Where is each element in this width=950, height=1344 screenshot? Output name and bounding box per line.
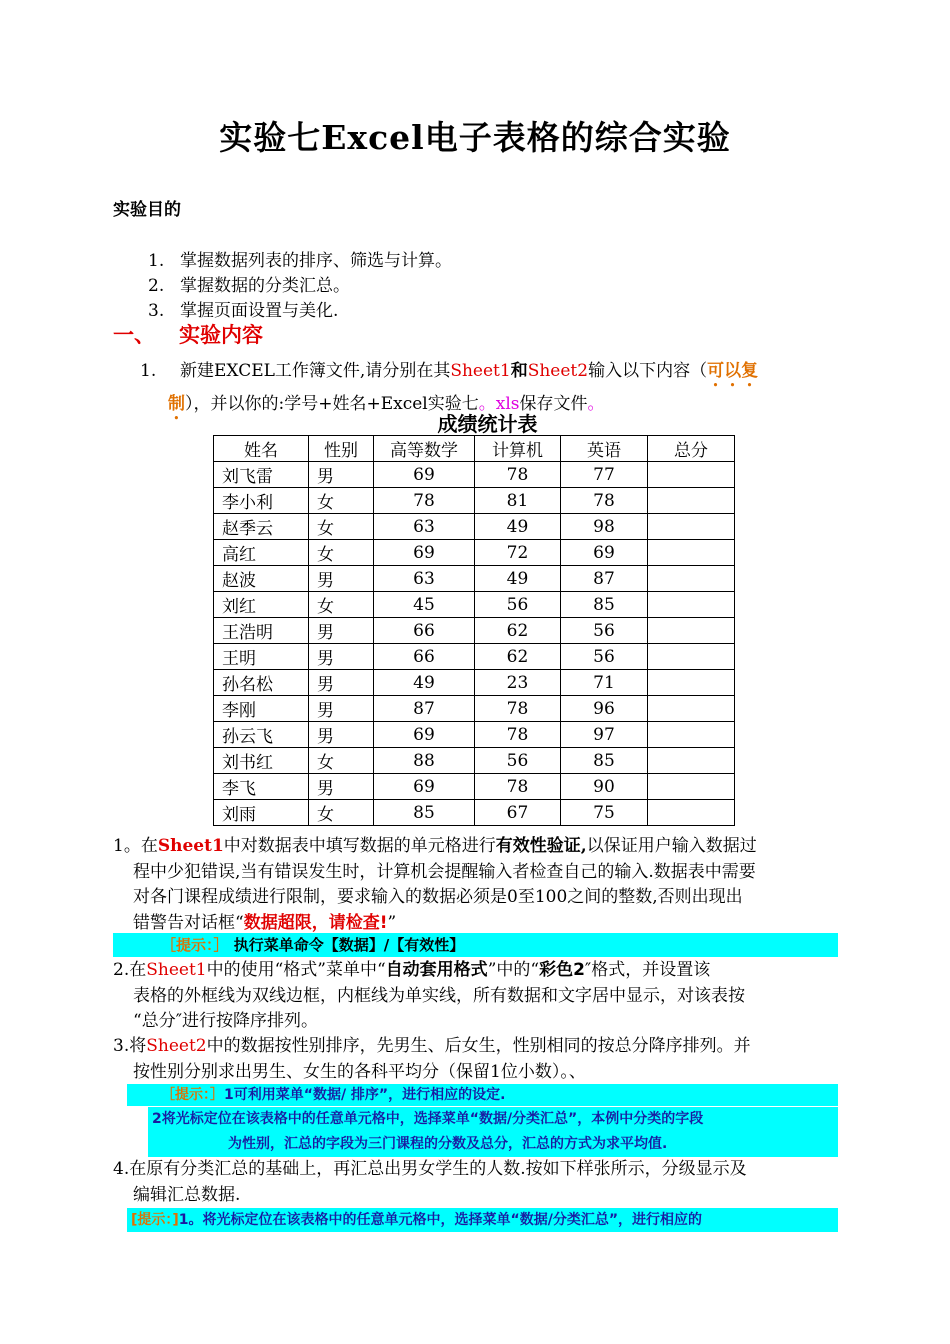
purpose-item-number: 2. — [148, 276, 165, 296]
table-cell — [648, 514, 735, 540]
purpose-item-text: 掌握页面设置与美化. — [180, 301, 339, 321]
table-row — [214, 592, 735, 618]
table-cell: 87 — [561, 566, 648, 592]
purpose-item — [148, 296, 338, 321]
hint-label: ［提示：］ — [161, 936, 229, 954]
table-cell — [648, 670, 735, 696]
hint-label: [提示：] — [131, 1212, 179, 1228]
table-cell — [648, 722, 735, 748]
table-cell: 49 — [475, 566, 561, 592]
table-cell: 72 — [475, 540, 561, 566]
table-cell: 78 — [475, 696, 561, 722]
column-header: 姓名 — [214, 436, 309, 462]
table-cell: 62 — [475, 644, 561, 670]
table-cell — [648, 592, 735, 618]
table-row — [214, 566, 735, 592]
table-cell: 56 — [561, 618, 648, 644]
question-text: 程中少犯错误,当有错误发生时，计算机会提醒输入者检查自己的输入.数据表中需要 — [133, 861, 756, 882]
table-cell: 女 — [309, 540, 374, 566]
table-cell: 赵季云 — [214, 514, 309, 540]
purpose-item-number: 3. — [148, 301, 165, 321]
table-cell: 高红 — [214, 540, 309, 566]
column-header: 高等数学 — [374, 436, 475, 462]
sheet2-label: Sheet2 — [527, 361, 589, 381]
table-cell: 孙云飞 — [214, 722, 309, 748]
table-cell: 赵波 — [214, 566, 309, 592]
purpose-item-number: 1. — [148, 251, 165, 271]
hint-bar — [113, 933, 838, 957]
table-cell: 刘雨 — [214, 800, 309, 826]
hint-text: 执行菜单命令【数据】/【有效性】 — [233, 936, 465, 954]
and-text: 和 — [510, 361, 528, 381]
table-cell — [648, 488, 735, 514]
table-cell: 87 — [374, 696, 475, 722]
table-cell: 男 — [309, 670, 374, 696]
table-cell: 69 — [374, 540, 475, 566]
table-cell: 85 — [561, 592, 648, 618]
hint-text: 1可利用菜单“数据/ 排序”，进行相应的设定. — [224, 1087, 506, 1103]
question-text: 中对数据表中填写数据的单元格进行 — [223, 836, 496, 856]
table-cell: 63 — [374, 514, 475, 540]
table-cell: 56 — [475, 748, 561, 774]
table-row — [214, 644, 735, 670]
autoformat-term: 自动套用格式 — [385, 960, 488, 980]
table-cell: 85 — [374, 800, 475, 826]
table-cell: 56 — [561, 644, 648, 670]
grade-table — [213, 435, 735, 826]
question-text: 中的数据按性别排序，先男生、后女生，性别相同的按总分降序排列。并 — [206, 1036, 751, 1056]
section-heading — [113, 319, 263, 349]
document-title: 实验七Excel电子表格的综合实验 — [219, 118, 731, 157]
table-cell: 49 — [475, 514, 561, 540]
table-cell: 孙名松 — [214, 670, 309, 696]
table-cell: 63 — [374, 566, 475, 592]
table-cell: 67 — [475, 800, 561, 826]
table-cell: 男 — [309, 566, 374, 592]
table-cell: 男 — [309, 696, 374, 722]
table-cell: 71 — [561, 670, 648, 696]
task-text: 新建EXCEL工作簿文件,请分别在其 — [180, 361, 451, 381]
table-cell: 69 — [374, 722, 475, 748]
question-text: “总分″进行按降序排列。 — [133, 1011, 319, 1031]
table-cell: 75 — [561, 800, 648, 826]
table-header-row — [214, 436, 735, 462]
question-text: 按性别分别求出男生、女生的各科平均分（保留1位小数）。、 — [133, 1061, 586, 1082]
question-text: ” — [387, 912, 397, 933]
table-cell — [648, 540, 735, 566]
column-header: 计算机 — [475, 436, 561, 462]
table-cell: 女 — [309, 514, 374, 540]
column-header: 性别 — [309, 436, 374, 462]
section-number: 一、 — [113, 323, 155, 347]
hint-text: 1。将光标定位在该表格中的任意单元格中，选择菜单“数据/分类汇总”，进行相应的 — [178, 1212, 703, 1228]
table-row — [214, 800, 735, 826]
table-cell: 刘飞雷 — [214, 462, 309, 488]
validation-term: 有效性验证, — [495, 836, 587, 856]
table-cell: 李刚 — [214, 696, 309, 722]
table-cell — [648, 774, 735, 800]
purpose-item — [148, 246, 452, 271]
purpose-heading: 实验目的 — [113, 200, 181, 220]
question-text: 表格的外框线为双线边框，内框线为单实线，所有数据和文字居中显示，对该表按 — [133, 985, 745, 1006]
sheet2-label: Sheet2 — [146, 1036, 207, 1056]
table-row — [214, 670, 735, 696]
table-cell: 李飞 — [214, 774, 309, 800]
table-cell: 85 — [561, 748, 648, 774]
question-text: 编辑汇总数据. — [133, 1184, 241, 1205]
table-cell — [648, 644, 735, 670]
table-cell: 23 — [475, 670, 561, 696]
hint-bar — [148, 1107, 838, 1157]
hint-bar — [127, 1084, 838, 1106]
table-cell: 97 — [561, 722, 648, 748]
question-text: 对各门课程成绩进行限制，要求输入的数据必须是0至100之间的整数,否则出现出 — [133, 887, 743, 907]
purpose-item-text: 掌握数据列表的排序、筛选与计算。 — [180, 251, 452, 271]
table-cell: 69 — [374, 774, 475, 800]
table-cell: 男 — [309, 774, 374, 800]
table-cell: 78 — [374, 488, 475, 514]
table-cell: 56 — [475, 592, 561, 618]
table-cell: 66 — [374, 644, 475, 670]
question-3 — [113, 1034, 838, 1085]
table-row — [214, 488, 735, 514]
purpose-item-text: 掌握数据的分类汇总。 — [180, 276, 350, 296]
sheet1-label: Sheet1 — [450, 361, 511, 381]
table-cell: 女 — [309, 800, 374, 826]
table-cell: 78 — [475, 722, 561, 748]
question-text: 以保证用户输入数据过 — [586, 836, 757, 856]
table-row — [214, 540, 735, 566]
question-text: ″格式，并设置该 — [584, 960, 711, 980]
question-text: 在原有分类汇总的基础上，再汇总出男女学生的人数.按如下样张所示，分级显示及 — [129, 1159, 747, 1179]
question-number: 1。在 — [113, 836, 158, 856]
question-4 — [113, 1157, 838, 1208]
question-1 — [113, 834, 838, 936]
task-text: 输入以下内容（ — [588, 361, 708, 381]
question-text: 中的使用“格式”菜单中“ — [206, 960, 386, 980]
table-cell: 78 — [475, 774, 561, 800]
table-cell: 女 — [309, 592, 374, 618]
table-cell: 男 — [309, 644, 374, 670]
table-cell — [648, 696, 735, 722]
task-end: 。 — [587, 394, 605, 414]
hint-text: 2将光标定位在该表格中的任意单元格中，选择菜单“数据/分类汇总”，本例中分类的字段 — [152, 1111, 704, 1127]
warning-text: 数据超限，请检查! — [243, 912, 388, 933]
table-cell: 男 — [309, 462, 374, 488]
table-cell — [648, 566, 735, 592]
table-cell: 李小利 — [214, 488, 309, 514]
question-number: 3.将 — [113, 1036, 147, 1056]
table-cell — [648, 618, 735, 644]
table-cell — [648, 462, 735, 488]
task-number: 1. — [140, 361, 157, 381]
table-cell: 女 — [309, 748, 374, 774]
table-row — [214, 462, 735, 488]
table-cell: 女 — [309, 488, 374, 514]
question-number: 4. — [113, 1159, 130, 1179]
table-cell: 刘红 — [214, 592, 309, 618]
table-cell: 66 — [374, 618, 475, 644]
table-row — [214, 774, 735, 800]
table-cell: 45 — [374, 592, 475, 618]
file-extension: 。xls — [478, 394, 520, 414]
table-title: 成绩统计表 — [437, 412, 538, 436]
copy-note: 制 — [168, 394, 185, 414]
table-cell: 96 — [561, 696, 648, 722]
table-row — [214, 748, 735, 774]
column-header: 总分 — [648, 436, 735, 462]
sheet1-label: Sheet1 — [146, 960, 207, 980]
table-cell: 男 — [309, 722, 374, 748]
table-cell: 62 — [475, 618, 561, 644]
table-cell — [648, 748, 735, 774]
question-text: 错警告对话框“ — [133, 912, 244, 933]
color-term: 彩色2 — [539, 960, 585, 980]
table-cell: 90 — [561, 774, 648, 800]
table-cell: 49 — [374, 670, 475, 696]
table-cell: 王明 — [214, 644, 309, 670]
column-header: 英语 — [561, 436, 648, 462]
hint-text: 为性别，汇总的字段为三门课程的分数及总分，汇总的方式为求平均值. — [228, 1136, 668, 1152]
section-title: 实验内容 — [179, 323, 263, 347]
table-cell: 78 — [475, 462, 561, 488]
table-cell: 69 — [374, 462, 475, 488]
question-2 — [113, 958, 838, 1035]
table-row — [214, 514, 735, 540]
table-cell: 81 — [475, 488, 561, 514]
task-text: ），并以你的:学号+姓名+Excel实验七 — [185, 394, 479, 414]
table-cell — [648, 800, 735, 826]
table-cell: 王浩明 — [214, 618, 309, 644]
table-cell: 77 — [561, 462, 648, 488]
table-row — [214, 618, 735, 644]
hint-label: ［提示：］ — [161, 1087, 224, 1103]
table-cell: 88 — [374, 748, 475, 774]
sheet1-label: Sheet1 — [157, 836, 224, 856]
table-cell: 男 — [309, 618, 374, 644]
table-cell: 刘书红 — [214, 748, 309, 774]
table-row — [214, 696, 735, 722]
table-cell: 69 — [561, 540, 648, 566]
task-text: 保存文件 — [519, 394, 588, 414]
hint-bar — [127, 1208, 838, 1232]
question-number: 2.在 — [113, 960, 147, 980]
table-cell: 98 — [561, 514, 648, 540]
copy-note: 可以复 — [707, 361, 759, 381]
table-row — [214, 722, 735, 748]
purpose-item — [148, 271, 350, 296]
table-cell: 78 — [561, 488, 648, 514]
question-text: ”中的“ — [487, 960, 540, 980]
